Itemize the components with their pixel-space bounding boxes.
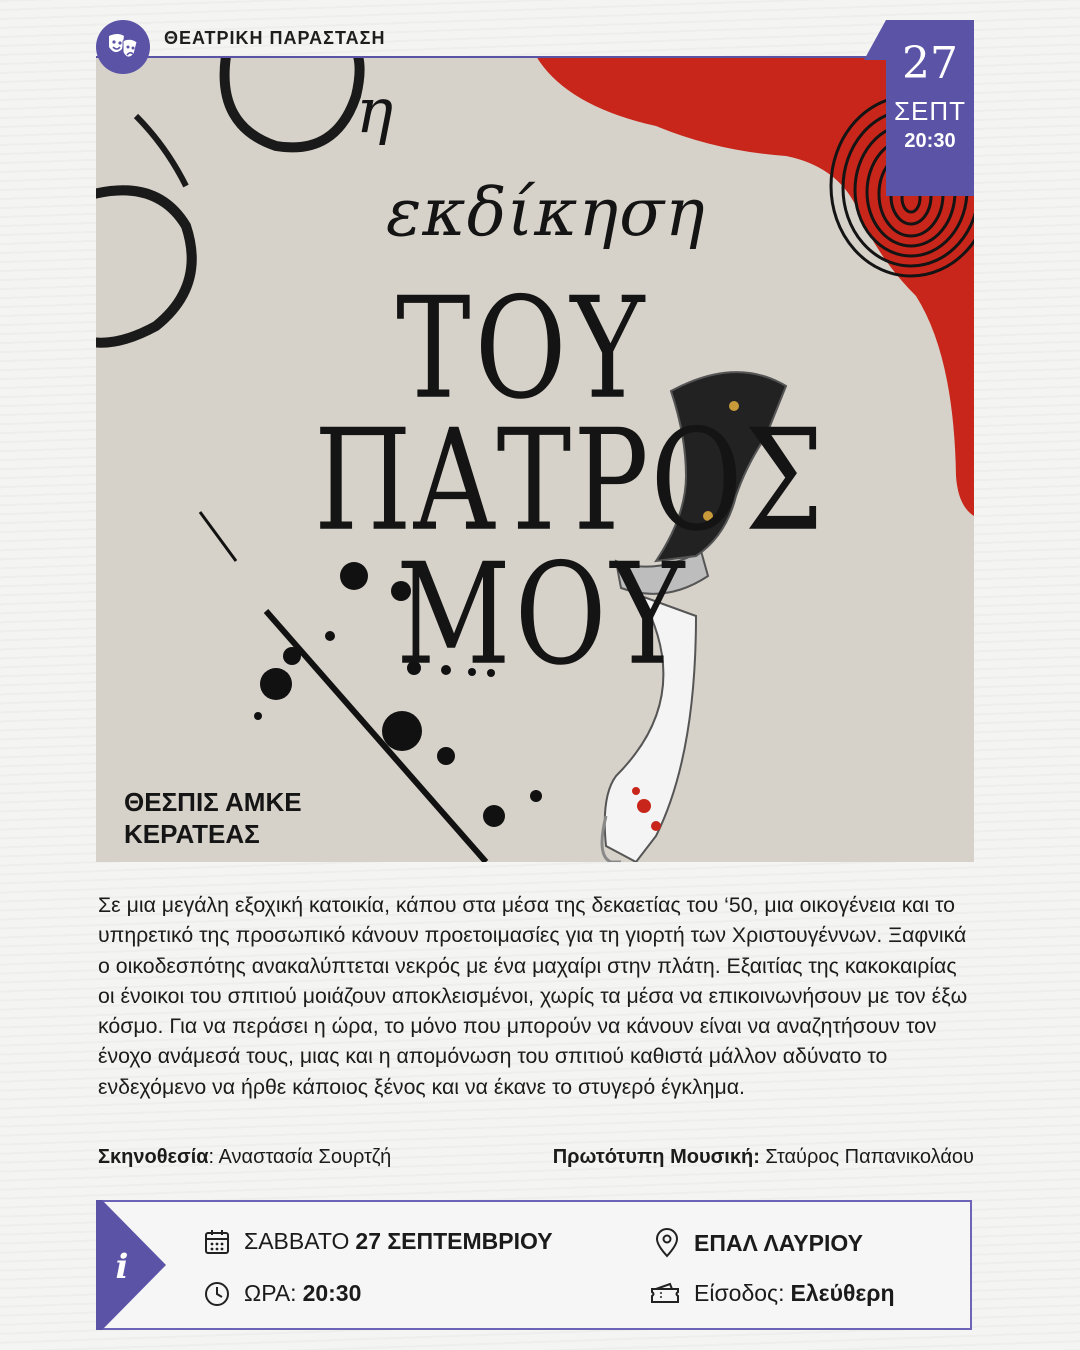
calendar-icon (204, 1229, 230, 1255)
info-venue (654, 1228, 863, 1258)
event-info-box (96, 1200, 972, 1330)
info-icon: i (115, 1247, 129, 1287)
music-label: Πρωτότυπη Μουσική: (552, 1146, 760, 1168)
theater-masks-icon (106, 32, 140, 62)
event-description: Σε μια μεγάλη εξοχική κατοικία, κάπου στα μέσα της δεκαετίας του ‘50, μια οικογένεια και το υπηρετικό της προσωπικό κάνουν προετοιμασίες για τη γιορτή των Χριστουγέννων. Ξαφνικά ο οικοδεσπότης ανακαλύπτεται νεκρός με ένα μαχαίρι στην πλάτη. Εξαιτίας της κακοκαιρίας οι ένοικοι του σπιτιού μοιάζουν αποκλεισμένοι, χωρίς τα μέσα να επικοινωνήσουν με τον έξω κόσμο. Για να περάσει η ώρα, το μόνο που μπορούν να κάνουν είναι να αναζητήσουν τον ένοχο ανάμεσά τους, μιας και η απομόνωση του σπιτιού καθιστά μάλλον αδύνατο το ενδεχόμενο να ήρθε κάποιος ξένος και να έκανε το στυγερό έγκλημα. (98, 893, 968, 1099)
date-time: 20:30 (904, 130, 956, 152)
entry-prefix: Είσοδος: (694, 1280, 785, 1306)
venue-name: ΕΠΑΛ ΛΑΥΡΙΟΥ (694, 1229, 863, 1256)
poster-image (96, 56, 974, 862)
organizer-name (124, 786, 302, 850)
handcuffs-graphic (96, 56, 360, 343)
music-name: Σταύρος Παπανικολάου (759, 1146, 974, 1168)
date-badge (864, 20, 974, 196)
music-credit (553, 1146, 974, 1169)
poster-title-eta: η (356, 74, 394, 147)
organizer-line-2: ΚΕΡΑΤΕΑΣ (124, 819, 260, 849)
poster-title-patros: ΠΑΤΡΟΣ (314, 400, 826, 563)
date-month: ΣΕΠΤ (893, 96, 967, 126)
director-credit (98, 1146, 391, 1169)
clock-icon (204, 1281, 230, 1307)
info-entry (650, 1280, 895, 1307)
info-badge (96, 1200, 168, 1330)
entry-value: Ελεύθερη (790, 1280, 895, 1306)
time-value: 20:30 (302, 1280, 362, 1306)
poster-title-mou: ΜΟΥ (396, 534, 689, 697)
poster-title-tou: ΤΟΥ (396, 268, 649, 431)
info-date (204, 1228, 553, 1255)
credits-row (98, 1146, 974, 1169)
director-name: : Αναστασία Σουρτζή (208, 1146, 392, 1168)
poster-title-ekdikisi: εκδίκηση (386, 174, 706, 251)
date-day: 27 (902, 38, 958, 89)
time-prefix: ΩΡΑ: (244, 1280, 297, 1306)
location-pin-icon (654, 1228, 680, 1258)
ticket-icon (650, 1282, 680, 1306)
info-time (204, 1280, 361, 1307)
poster-top-border (96, 56, 974, 58)
theater-masks-badge (96, 20, 150, 74)
date-prefix: ΣΑΒΒΑΤΟ (244, 1228, 350, 1254)
category-label: ΘΕΑΤΡΙΚΗ ΠΑΡΑΣΤΑΣΗ (164, 28, 386, 48)
organizer-line-1: ΘΕΣΠΙΣ ΑΜΚΕ (124, 787, 302, 817)
director-label: Σκηνοθεσία (98, 1146, 209, 1168)
date-value: 27 ΣΕΠΤΕΜΒΡΙΟΥ (355, 1228, 553, 1254)
